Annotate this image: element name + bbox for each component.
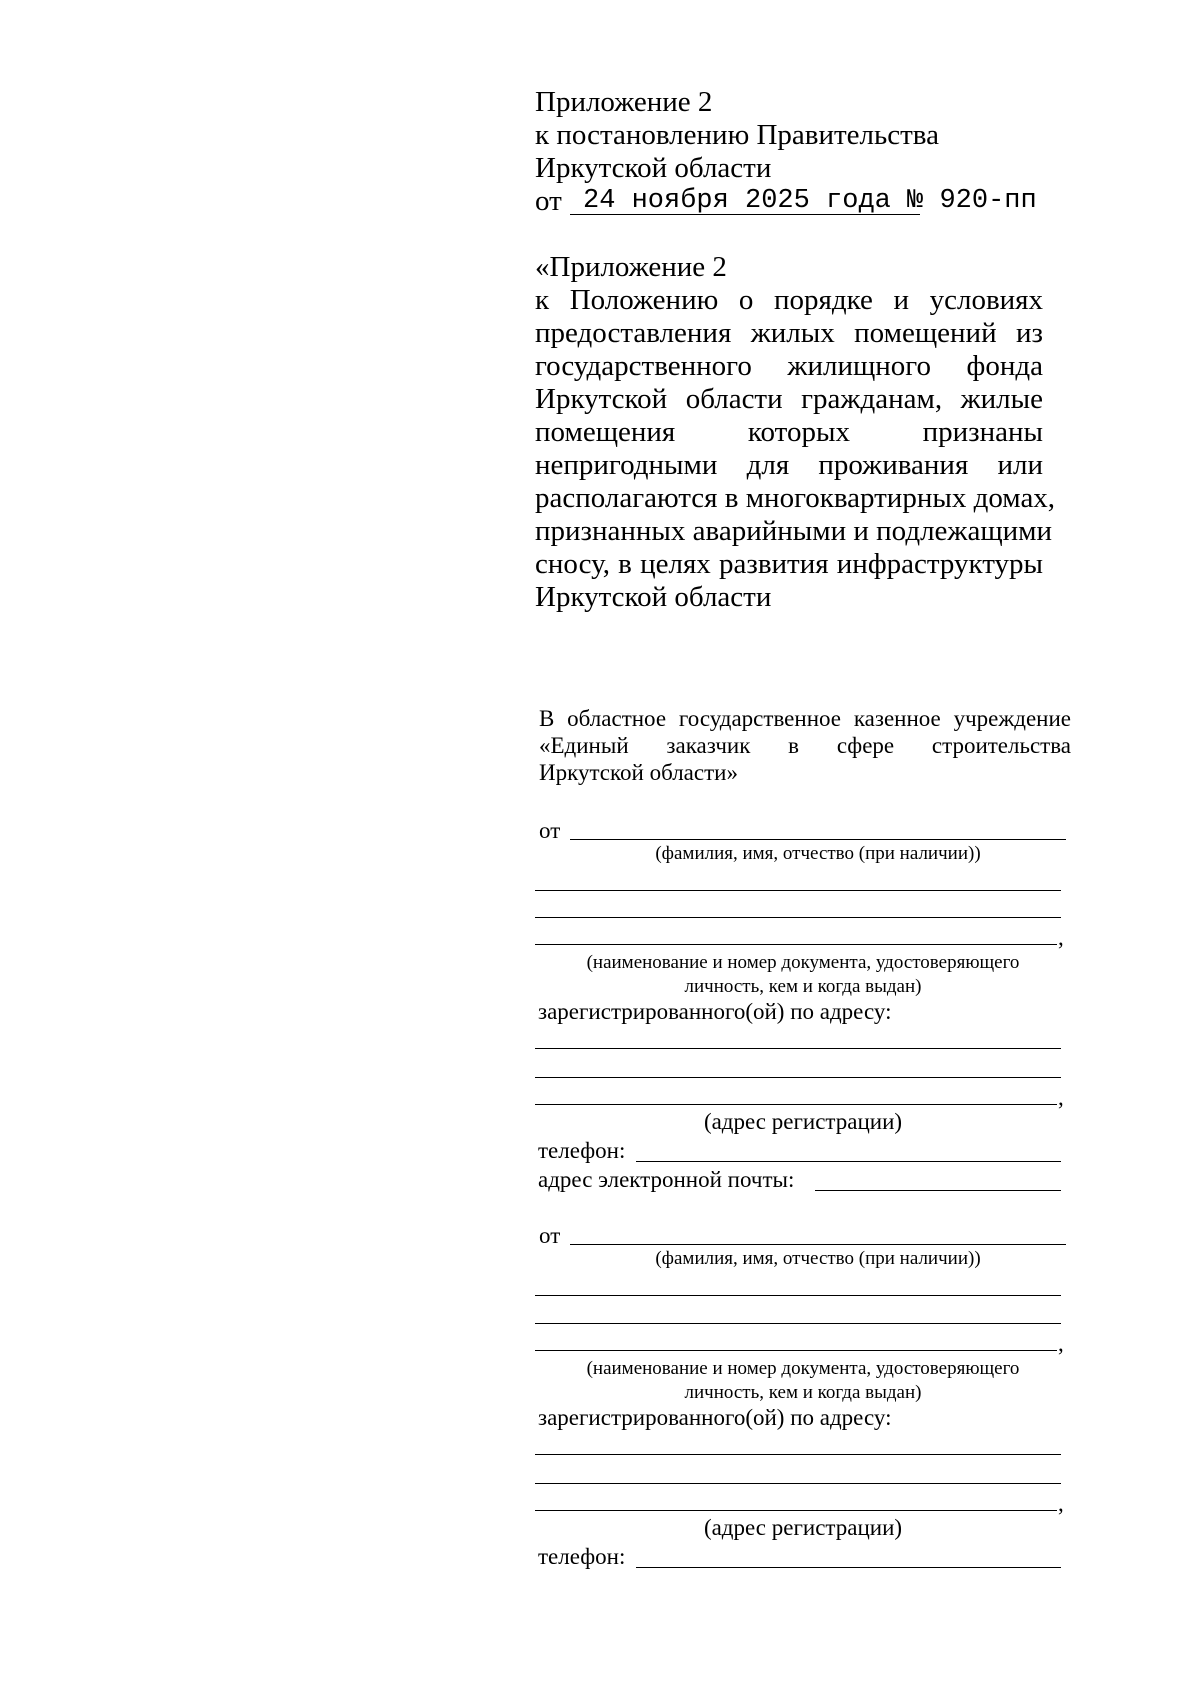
applicant1-email-label: адрес электронной почты: [538, 1167, 795, 1192]
applicant1-address-comma: , [1058, 1085, 1064, 1110]
applicant1-phone-field[interactable] [636, 1161, 1061, 1162]
header-line-3: Иркутской области [535, 152, 772, 184]
applicant2-address-caption: (адрес регистрации) [703, 1515, 903, 1540]
annex-line-6: непригодными для проживания или [535, 449, 1043, 481]
applicant1-fio-caption: (фамилия, имя, отчество (при наличии)) [655, 843, 981, 864]
applicant2-address-comma: , [1058, 1491, 1064, 1516]
annex-line-5: помещения которых признаны [535, 416, 1043, 448]
applicant1-registered-label: зарегистрированного(ой) по адресу: [538, 999, 892, 1024]
applicant2-phone-field[interactable] [636, 1567, 1061, 1568]
addressee-line-3: Иркутской области» [539, 760, 738, 785]
applicant1-email-field[interactable] [815, 1190, 1061, 1191]
applicant2-doc-comma: , [1058, 1331, 1064, 1356]
annex-line-2: предоставления жилых помещений из [535, 317, 1043, 349]
annex-line-10: Иркутской области [535, 581, 772, 613]
applicant1-doc-field-2[interactable] [535, 917, 1061, 918]
applicant1-address-field-2[interactable] [535, 1077, 1061, 1078]
annex-line-9: сносу, в целях развития инфраструктуры [535, 548, 1043, 580]
applicant1-from-label: от [539, 818, 561, 843]
header-date-number: 24 ноября 2025 года № 920-пп [583, 186, 1037, 216]
annex-line-4: Иркутской области гражданам, жилые [535, 383, 1043, 415]
annex-title: «Приложение 2 [535, 251, 727, 283]
applicant2-fio-caption: (фамилия, имя, отчество (при наличии)) [655, 1248, 981, 1269]
annex-line-3: государственного жилищного фонда [535, 350, 1043, 382]
applicant1-doc-field-1[interactable] [535, 890, 1061, 891]
applicant1-address-field-1[interactable] [535, 1048, 1061, 1049]
applicant2-doc-caption-1: (наименование и номер документа, удостоверяющего [586, 1358, 1020, 1379]
applicant1-doc-field-3[interactable] [535, 944, 1057, 945]
applicant1-address-field-3[interactable] [535, 1104, 1057, 1105]
applicant2-phone-label: телефон: [538, 1544, 626, 1569]
header-line-1: Приложение 2 [535, 86, 713, 118]
applicant2-doc-field-1[interactable] [535, 1295, 1061, 1296]
applicant1-fio-field[interactable] [570, 839, 1066, 840]
applicant1-phone-label: телефон: [538, 1138, 626, 1163]
applicant2-from-label: от [539, 1223, 561, 1248]
header-line-2: к постановлению Правительства [535, 119, 939, 151]
applicant2-doc-field-3[interactable] [535, 1350, 1057, 1351]
annex-line-1: к Положению о порядке и условиях [535, 284, 1043, 316]
applicant2-doc-caption-2: личность, кем и когда выдан) [684, 1382, 922, 1403]
addressee-line-1: В областное государственное казенное учреждение [539, 706, 1071, 731]
applicant2-address-field-2[interactable] [535, 1483, 1061, 1484]
header-from-word: от [535, 185, 562, 217]
applicant2-fio-field[interactable] [570, 1244, 1066, 1245]
applicant2-address-field-3[interactable] [535, 1510, 1057, 1511]
applicant1-doc-caption-1: (наименование и номер документа, удостоверяющего [586, 952, 1020, 973]
applicant2-address-field-1[interactable] [535, 1454, 1061, 1455]
addressee-line-2: «Единый заказчик в сфере строительства [539, 733, 1071, 758]
applicant2-registered-label: зарегистрированного(ой) по адресу: [538, 1405, 892, 1430]
applicant2-doc-field-2[interactable] [535, 1323, 1061, 1324]
annex-line-7: располагаются в многоквартирных домах, [535, 482, 1056, 514]
applicant1-doc-caption-2: личность, кем и когда выдан) [684, 976, 922, 997]
annex-line-8: признанных аварийными и подлежащими [535, 515, 1053, 547]
applicant1-address-caption: (адрес регистрации) [703, 1109, 903, 1134]
applicant1-doc-comma: , [1058, 925, 1064, 950]
